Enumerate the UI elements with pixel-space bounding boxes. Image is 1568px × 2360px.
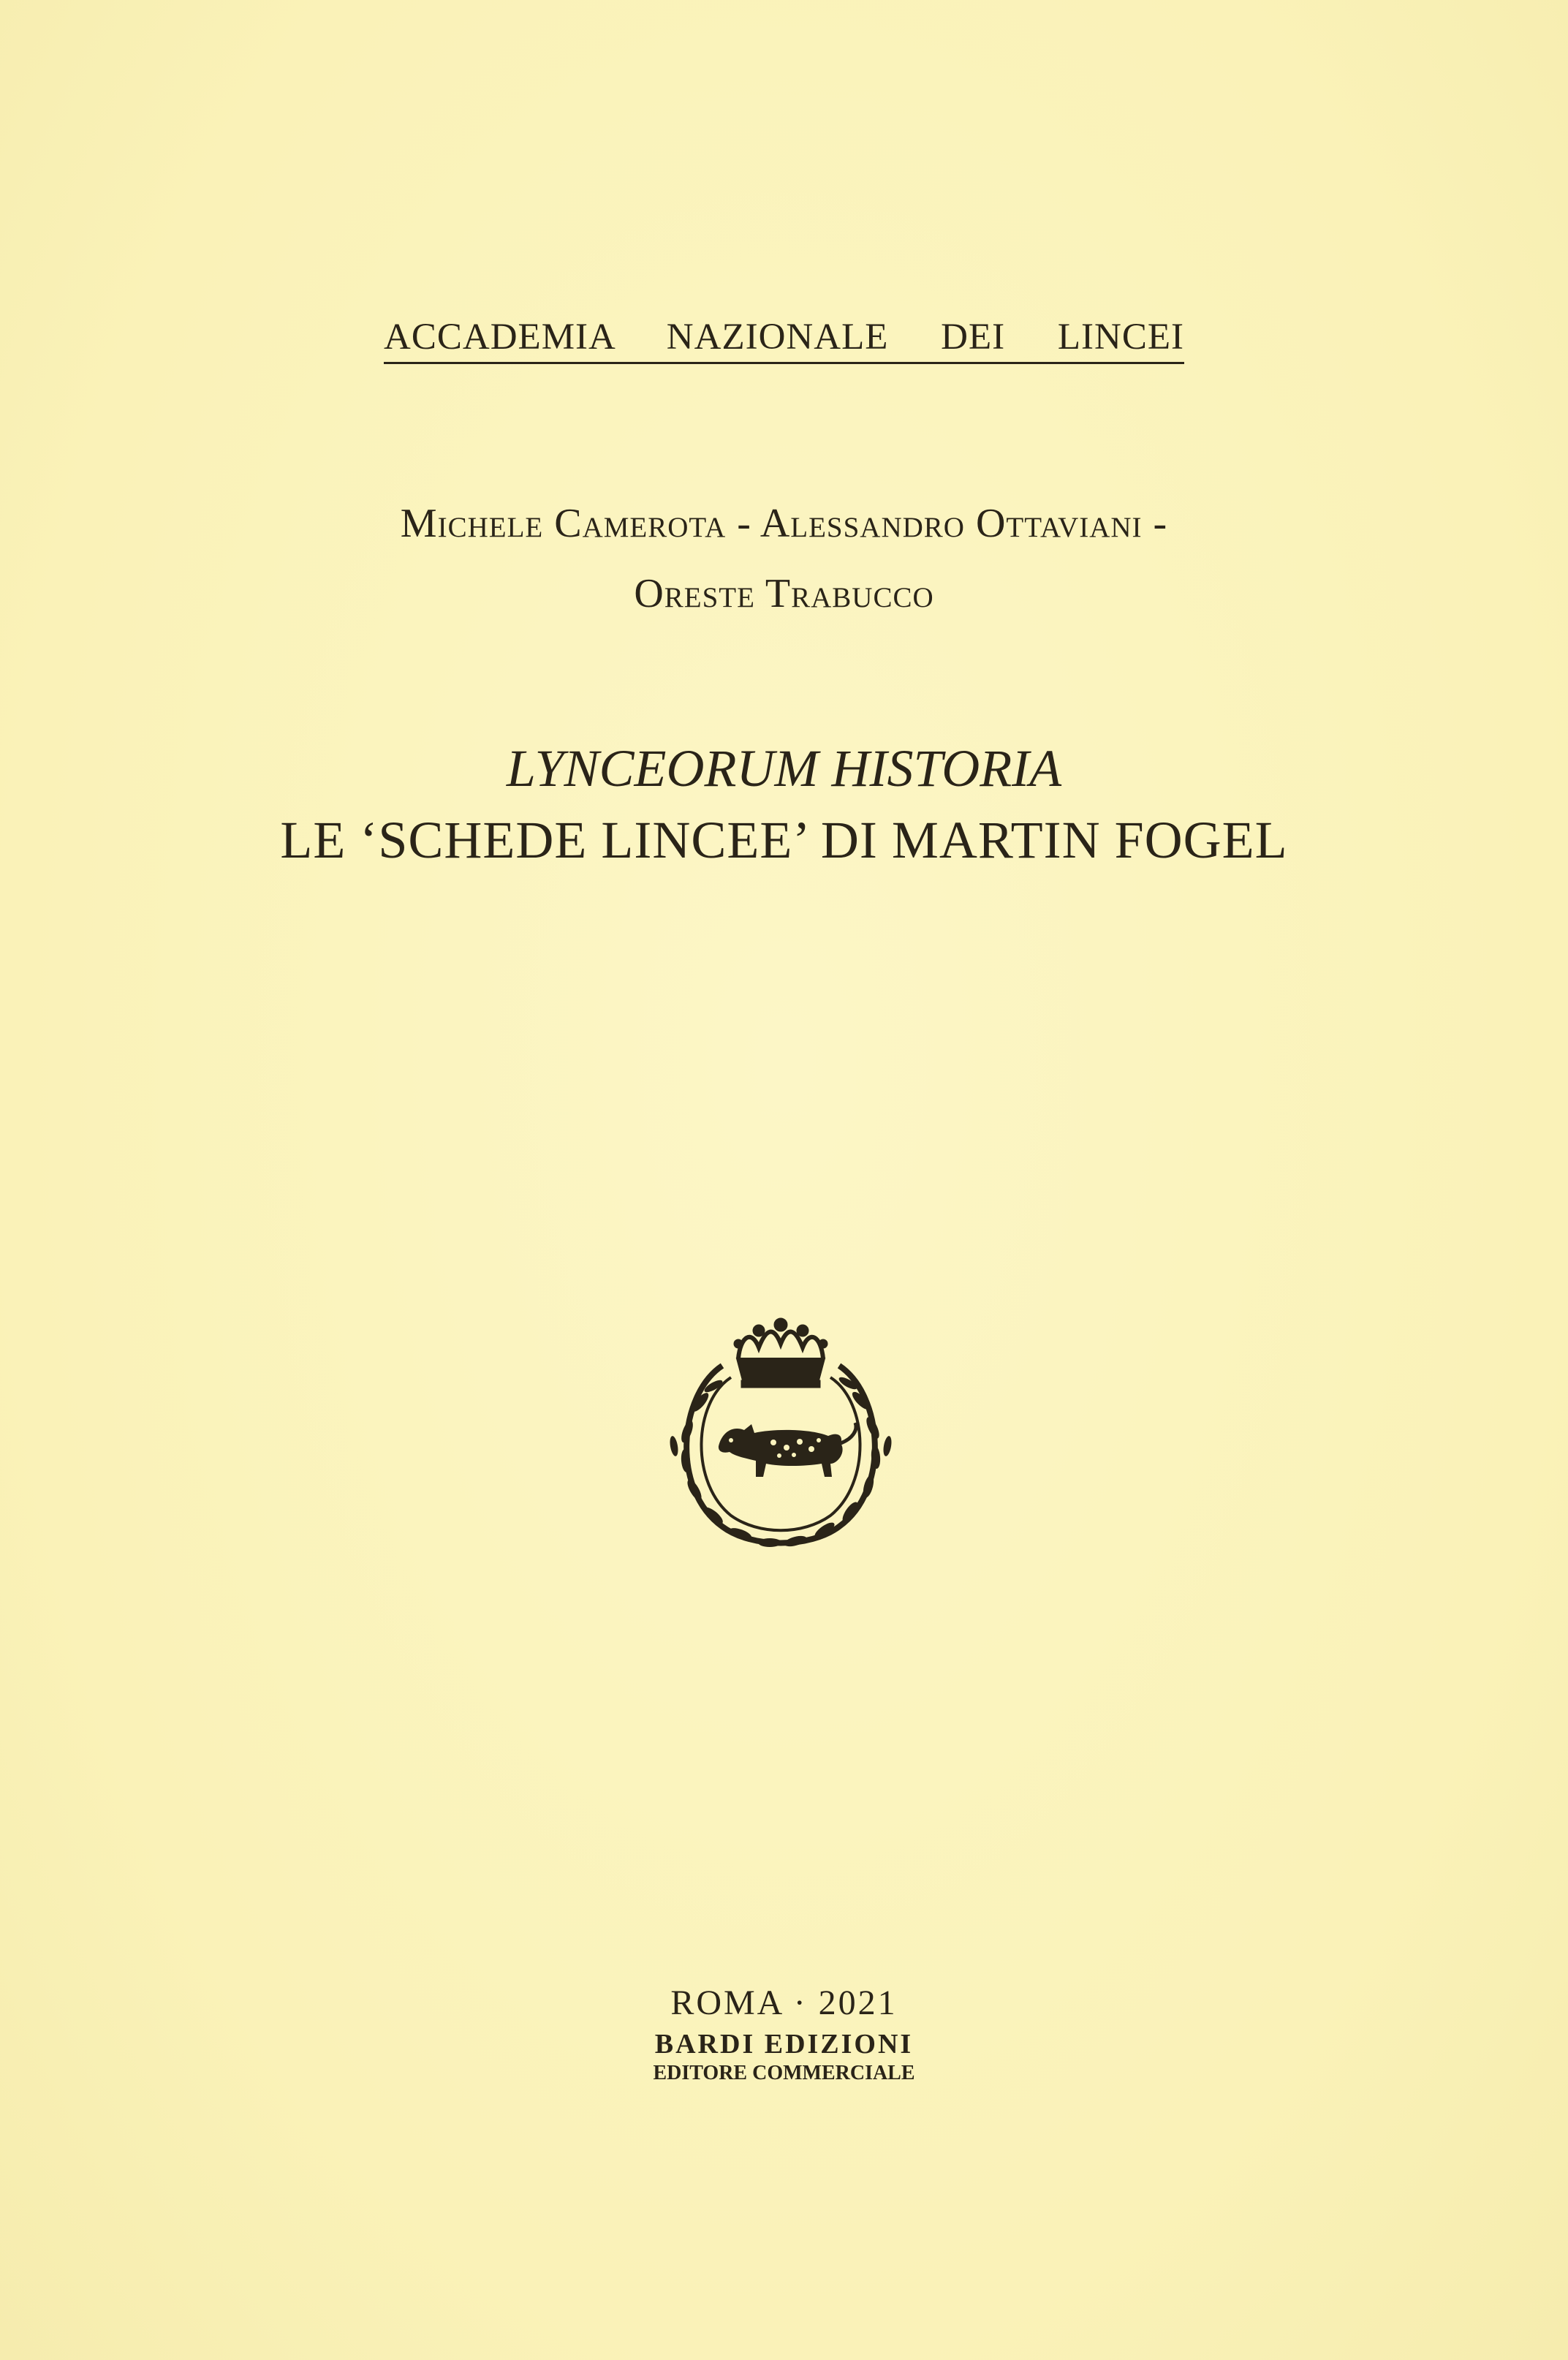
publisher-note: EDITORE COMMERCIALE — [653, 2062, 915, 2084]
book-subtitle: LE ‘SCHEDE LINCEE’ DI MARTIN FOGEL — [280, 811, 1288, 869]
authors-line-1: Michele Camerota - Alessandro Ottaviani - — [400, 501, 1168, 546]
academy-name-text: ACCADEMIA NAZIONALE DEI LINCEI — [384, 317, 1184, 364]
book-title: LYNCEORUM HISTORIA — [506, 739, 1062, 798]
lynx-icon — [719, 1423, 856, 1477]
crown-icon — [734, 1318, 827, 1388]
place-year: ROMA · 2021 — [670, 1983, 898, 2022]
publisher: BARDI EDIZIONI — [654, 2029, 914, 2060]
authors — [0, 488, 1568, 629]
authors-line-2: Oreste Trabucco — [634, 571, 934, 616]
academy-name — [0, 316, 1568, 364]
lynx-crest-icon — [649, 1307, 912, 1563]
